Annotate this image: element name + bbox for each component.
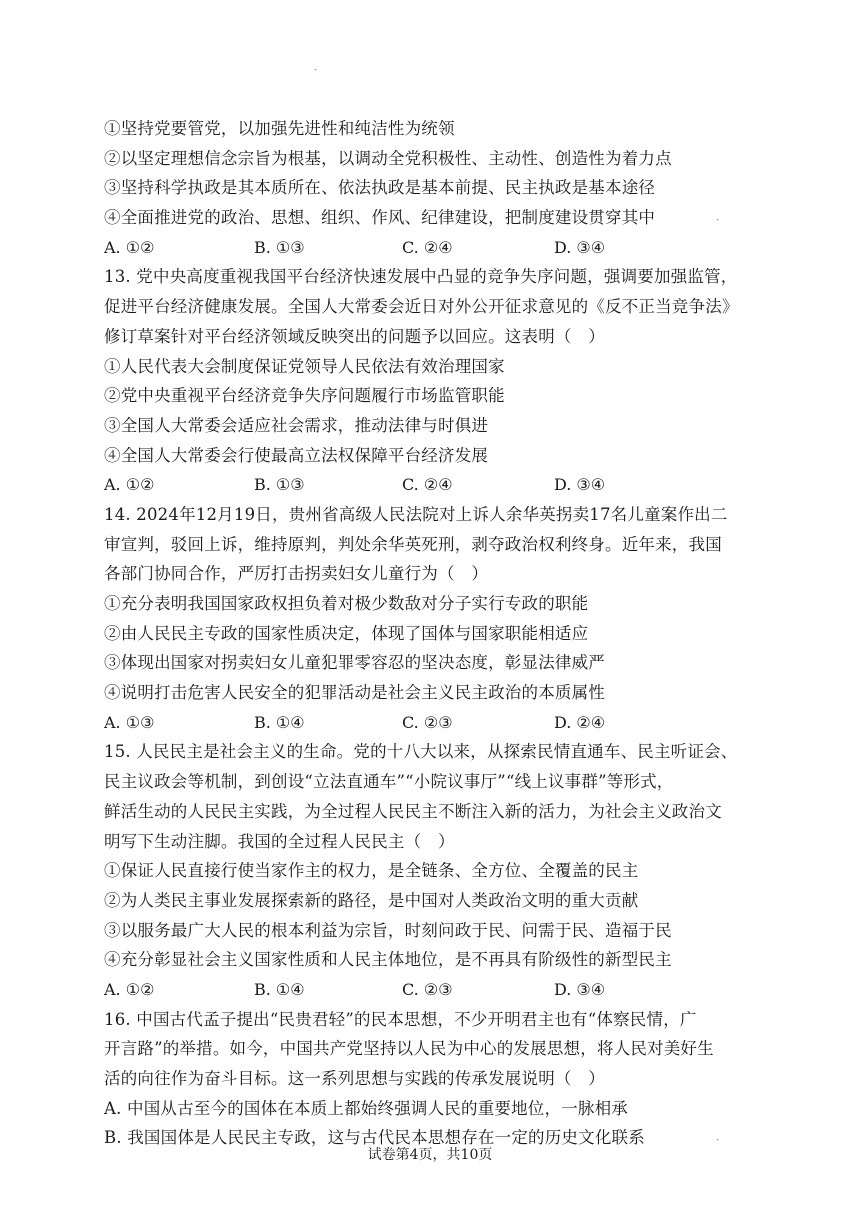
option-b: B. ①④	[254, 979, 305, 999]
question-14-options	[104, 708, 804, 738]
question-15-options	[104, 975, 804, 1005]
option-d: D. ②④	[554, 712, 606, 732]
statement-item: ④全面推进党的政治、思想、组织、作风、纪律建设，把制度建设贯穿其中	[104, 208, 656, 228]
option-a: A. ①②	[104, 237, 155, 257]
statement-item: ③体现出国家对拐卖妇女儿童犯罪零容忍的坚决态度，彰显法律威严	[104, 653, 605, 673]
option-a: A. ①③	[104, 712, 155, 732]
question-stem: 14. 2024年12月19日，贵州省高级人民法院对上诉人余华英拐卖17名儿童案作出二	[104, 504, 728, 524]
option-d: D. ③④	[554, 237, 606, 257]
option-b: B. ①③	[254, 237, 305, 257]
question-stem: 鲜活生动的人民民主实践，为全过程人民民主不断注入新的活力，为社会主义政治文	[104, 801, 722, 821]
question-stem: 活的向往作为奋斗目标。这一系列思想与实践的传承发展说明（ ）	[104, 1069, 605, 1088]
option-b: B. ①④	[254, 712, 305, 732]
scan-speck: ˎ	[716, 1130, 720, 1141]
page-footer: 试卷第4页，共10页	[367, 1147, 493, 1163]
question-12-items	[104, 114, 804, 233]
question-content	[104, 114, 804, 1153]
question-stem: 审宣判，驳回上诉，维持原判，判处余华英死刑，剥夺政治权利终身。近年来，我国	[104, 534, 722, 554]
question-13-options	[104, 470, 804, 500]
statement-item: ③以服务最广大人民的根本利益为宗旨，时刻问政于民、问需于民、造福于民	[104, 920, 672, 940]
option-a: A. ①②	[104, 475, 155, 495]
option-c: C. ②④	[402, 237, 453, 257]
question-stem: 15. 人民民主是社会主义的生命。党的十八大以来，从探索民情直通车、民主听证会、	[104, 742, 738, 762]
statement-item: ①人民代表大会制度保证党领导人民依法有效治理国家	[104, 356, 505, 376]
statement-item: ②由人民民主专政的国家性质决定，体现了国体与国家职能相适应	[104, 623, 589, 643]
question-14	[104, 500, 804, 738]
option-d: D. ③④	[554, 979, 606, 999]
question-16	[104, 1005, 804, 1153]
answer-choice-a: A. 中国从古至今的国体在本质上都始终强调人民的重要地位，一脉相承	[104, 1098, 629, 1118]
question-stem: 各部门协同合作，严厉打击拐卖妇女儿童行为（ ）	[104, 564, 489, 584]
question-stem: 民主议政会等机制，到创设“立法直通车”“小院议事厅”“线上议事群”等形式，	[104, 772, 674, 792]
statement-item: ②党中央重视平台经济竞争失序问题履行市场监管职能	[104, 386, 505, 406]
option-a: A. ①②	[104, 979, 155, 999]
question-stem: 修订草案针对平台经济领域反映突出的问题予以回应。这表明（ ）	[104, 326, 605, 346]
option-c: C. ②③	[402, 979, 453, 999]
question-stem: 13. 党中央高度重视我国平台经济快速发展中凸显的竞争失序问题，强调要加强监管，	[104, 267, 738, 287]
statement-item: ④充分彰显社会主义国家性质和人民主体地位，是不再具有阶级性的新型民主	[104, 950, 672, 970]
option-b: B. ①③	[254, 475, 305, 495]
option-d: D. ③④	[554, 475, 606, 495]
statement-item: ③全国人大常委会适应社会需求，推动法律与时俱进	[104, 415, 489, 435]
statement-item: ③坚持科学执政是其本质所在、依法执政是基本前提、民主执政是基本途径	[104, 178, 656, 198]
statement-item: ①保证人民直接行使当家作主的权力，是全链条、全方位、全覆盖的民主	[104, 861, 639, 881]
answer-choice-b: B. 我国国体是人民民主专政，这与古代民本思想存在一定的历史文化联系	[104, 1128, 645, 1148]
option-c: C. ②③	[402, 712, 453, 732]
question-stem: 开言路”的举措。如今，中国共产党坚持以人民为中心的发展思想，将人民对美好生	[104, 1039, 714, 1059]
statement-item: ④全国人大常委会行使最高立法权保障平台经济发展	[104, 445, 489, 465]
question-stem: 促进平台经济健康发展。全国人大常委会近日对外公开征求意见的《反不正当竞争法》	[104, 297, 739, 317]
question-12-options	[104, 233, 804, 263]
statement-item: ①充分表明我国国家政权担负着对极少数敌对分子实行专政的职能	[104, 594, 589, 613]
option-c: C. ②④	[402, 475, 453, 495]
statement-item: ②以坚定理想信念宗旨为根基，以调动全党积极性、主动性、创造性为着力点	[104, 148, 672, 168]
statement-item: ②为人类民主事业发展探索新的路径，是中国对人类政治文明的重大贡献	[104, 890, 639, 910]
statement-item: ④说明打击危害人民安全的犯罪活动是社会主义民主政治的本质属性	[104, 683, 605, 703]
question-15	[104, 737, 804, 1004]
question-stem: 16. 中国古代孟子提出“民贵君轻”的民本思想，不少开明君主也有“体察民情，广	[104, 1009, 697, 1029]
question-stem: 明写下生动注脚。我国的全过程人民民主（ ）	[104, 831, 455, 851]
question-13	[104, 262, 804, 500]
scan-speck: ˏ	[314, 60, 318, 71]
statement-item: ①坚持党要管党，以加强先进性和纯洁性为统领	[104, 119, 455, 138]
scan-speck: ˎ	[716, 210, 720, 221]
